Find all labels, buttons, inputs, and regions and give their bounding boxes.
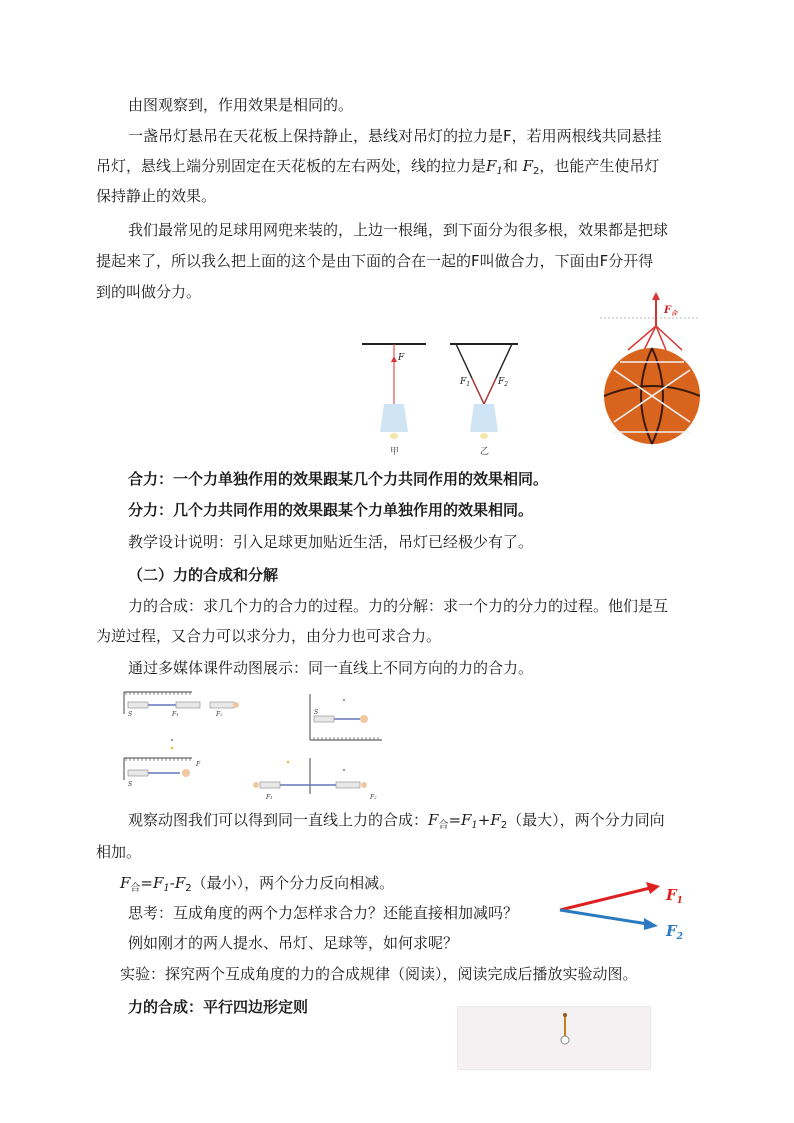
experiment-animation-frame	[457, 1006, 651, 1070]
paragraph-observation: 由图观察到，作用效果是相同的。	[128, 96, 354, 114]
text-span: （最大），两个分力同向	[507, 811, 665, 829]
label-sub-1: 1	[676, 896, 683, 906]
label-F1-yi	[459, 377, 470, 388]
resultant-arrowhead	[652, 292, 660, 300]
label-vector-F1	[665, 886, 683, 906]
bulb-yi	[480, 433, 488, 439]
paragraph-animation-intro: 通过多媒体课件动图展示：同一直线上不同方向的力的合力。	[128, 659, 534, 677]
label-F: F	[266, 794, 271, 801]
vector-F2	[560, 910, 648, 924]
math-F: F	[486, 157, 497, 175]
spring-scale	[336, 782, 360, 788]
hand	[361, 782, 367, 788]
frame-background	[457, 1006, 651, 1070]
pin	[563, 1013, 567, 1017]
paragraph-ball-line1: 我们最常见的足球用网兜来装的，上边一根绳，到下面分为很多根，效果都是把球	[128, 221, 669, 239]
label-F: F	[172, 711, 177, 718]
label-F1	[171, 711, 179, 718]
component-line	[628, 326, 656, 350]
label-S: S	[314, 709, 319, 716]
bulb-jia	[390, 433, 398, 439]
math-sub-2: 2	[185, 883, 192, 894]
paragraph-observe-line1	[128, 806, 665, 840]
label-sub-1: 1	[176, 712, 179, 717]
paragraph-ball-line3: 到的叫做分力。	[96, 283, 202, 301]
lamp-shade-jia	[380, 404, 408, 432]
spring-scale	[260, 782, 280, 788]
hand	[253, 782, 259, 788]
label-F: F	[666, 922, 677, 940]
vector-F1-arrowhead	[646, 882, 660, 894]
label-F: F	[460, 377, 467, 387]
paragraph-ball-line2: 提起来了，所以我么把上面的这个是由下面的合在一起的F叫做合力，下面由F分开得	[96, 252, 654, 270]
math-F: F	[522, 157, 534, 175]
arrow-jia	[391, 356, 397, 362]
lamp-shade-yi	[470, 404, 498, 432]
label-sub-he: 合	[671, 310, 678, 317]
spring-scale	[128, 702, 148, 708]
vector-F2-yi	[484, 378, 496, 404]
math-sub-2: 2	[500, 820, 508, 831]
label-F: F	[196, 761, 201, 768]
label-sub-2: 2	[220, 712, 223, 717]
text-span: 观察动图我们可以得到同一直线上力的合成：	[128, 811, 429, 829]
paragraph-composition-line2: 为逆过程，又合力可以求分力，由分力也可求合力。	[96, 627, 442, 645]
math-F: F	[120, 874, 131, 892]
math-sub-he: 合	[438, 820, 449, 831]
paragraph-experiment: 实验：探究两个互成角度的力的合成规律（阅读），阅读完成后播放实验动图。	[120, 965, 638, 983]
spring-scale	[128, 770, 148, 776]
label-F: F	[666, 886, 677, 904]
label-F-jia: F	[398, 353, 405, 363]
spring-scale-frames	[120, 686, 390, 804]
hand	[360, 715, 368, 723]
label-vector-F2	[665, 922, 683, 942]
paragraph-lamp-line3: 保持静止的效果。	[96, 187, 217, 205]
label-F: F	[216, 711, 221, 718]
math-sub-1: 1	[471, 820, 478, 831]
math-minus: -F	[169, 874, 186, 892]
text-span: 吊灯，悬线上端分别固定在天花板的左右两处，线的拉力是	[96, 157, 487, 175]
dot	[171, 747, 173, 749]
label-F2	[215, 711, 223, 718]
definition-component-force: 分力：几个力共同作用的效果跟某个力单独作用的效果相同。	[128, 501, 534, 519]
paragraph-minimum	[120, 869, 394, 903]
component-line	[656, 326, 682, 350]
heading-parallelogram-rule: 力的合成：平行四边形定则	[128, 998, 309, 1016]
math-eq: =F	[140, 874, 164, 892]
paragraph-think: 思考：互成角度的两个力怎样求合力？还能直接相加减吗？	[128, 904, 519, 922]
label-F2	[369, 794, 377, 801]
dot	[343, 699, 345, 701]
text-span: ，也能产生使吊灯	[539, 157, 660, 175]
label-F: F	[498, 377, 505, 387]
vector-diagram	[556, 878, 692, 944]
math-sub-1: 1	[496, 166, 503, 177]
paragraph-observe-line2: 相加。	[96, 843, 142, 861]
spring-scale	[176, 702, 200, 708]
basketball-net-figure	[600, 292, 700, 454]
math-sub-2: 2	[533, 166, 540, 177]
dot	[287, 761, 289, 763]
label-F: F	[664, 305, 672, 316]
math-plus: +F	[477, 811, 501, 829]
definition-resultant-force: 合力：一个力单独作用的效果跟某几个力共同作用的效果相同。	[128, 470, 549, 488]
hand	[233, 702, 239, 708]
component-line	[644, 326, 656, 350]
ring	[561, 1036, 569, 1044]
label-sub-2: 2	[374, 795, 377, 800]
math-F: F	[428, 811, 439, 829]
spring-scale	[210, 702, 234, 708]
label-F: F	[370, 794, 375, 801]
lamp-diagram	[358, 338, 528, 462]
label-jia: 甲	[390, 447, 400, 457]
label-S: S	[128, 711, 133, 718]
vector-F1-yi	[472, 378, 484, 404]
math-eq: =F	[448, 811, 472, 829]
label-sub-2: 2	[676, 932, 683, 942]
paragraph-example: 例如刚才的两人提水、吊灯、足球等，如何求呢？	[128, 934, 459, 952]
label-sub-1: 1	[466, 381, 471, 388]
paragraph-lamp-line1: 一盏吊灯悬吊在天花板上保持静止，悬线对吊灯的拉力是F，若用两根线共同悬挂	[128, 127, 662, 145]
vector-F1	[560, 888, 650, 910]
text-span: （最小），两个分力反向相减。	[191, 874, 395, 892]
spring-scale	[314, 716, 334, 722]
label-S: S	[128, 781, 133, 788]
label-sub-1: 1	[270, 795, 273, 800]
section-heading: （二）力的合成和分解	[128, 566, 279, 584]
label-F2-yi	[497, 377, 508, 388]
label-yi: 乙	[480, 447, 490, 457]
hand	[182, 769, 190, 777]
label-sub-2: 2	[504, 381, 509, 388]
math-sub-1: 1	[163, 883, 170, 894]
dot	[171, 739, 173, 741]
paragraph-lamp-line2	[96, 152, 659, 186]
dot	[343, 769, 345, 771]
vector-F2-arrowhead	[644, 918, 658, 930]
math-sub-he: 合	[130, 883, 141, 894]
text-span: 和	[502, 157, 518, 175]
label-F1	[265, 794, 273, 801]
teaching-design-note: 教学设计说明：引入足球更加贴近生活，吊灯已经极少有了。	[128, 533, 534, 551]
label-F-he	[663, 305, 678, 317]
paragraph-composition-line1: 力的合成：求几个力的合力的过程。力的分解：求一个力的分力的过程。他们是互	[128, 597, 669, 615]
